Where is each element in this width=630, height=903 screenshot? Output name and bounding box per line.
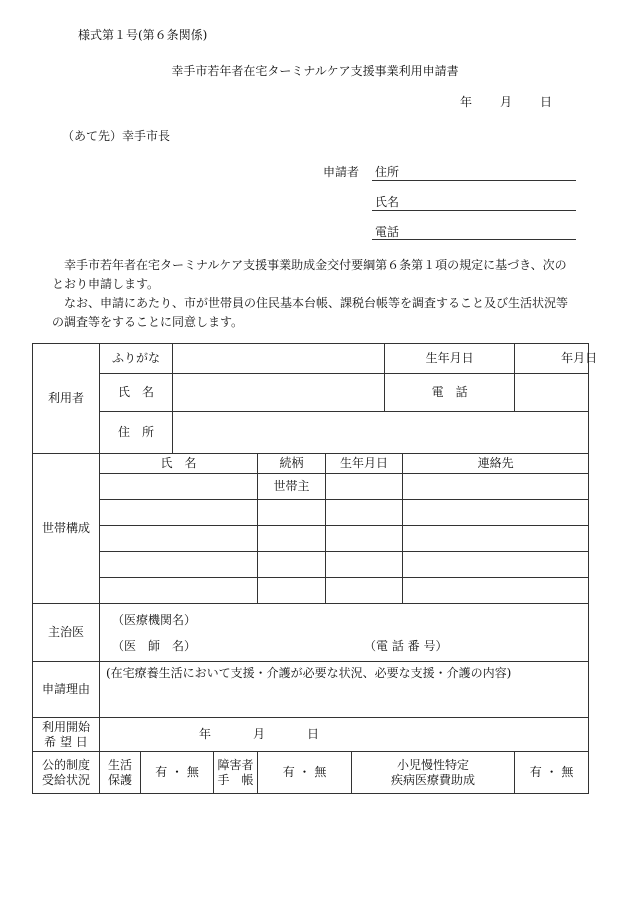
household-contact-cell[interactable]	[403, 526, 589, 552]
household-birthdate-cell[interactable]	[326, 526, 403, 552]
household-relation-cell[interactable]	[258, 578, 326, 604]
reason-header: 申請理由	[33, 662, 100, 718]
public-support-header-line2: 受給状況	[41, 772, 90, 787]
user-phone-field[interactable]	[515, 374, 589, 412]
start-date-header-line2: 希 望 日	[44, 734, 88, 749]
household-name-cell[interactable]	[100, 500, 258, 526]
household-relation-cell[interactable]	[258, 552, 326, 578]
birth-year-label: 年	[561, 351, 574, 365]
disability-choice[interactable]: 有 ・ 無	[258, 752, 352, 794]
furigana-label: ふりがな	[100, 344, 173, 374]
household-col-name: 氏 名	[100, 454, 258, 474]
applicant-name-line[interactable]	[372, 210, 576, 211]
birthdate-label: 生年月日	[385, 344, 515, 374]
household-birthdate-cell[interactable]	[326, 552, 403, 578]
start-date-field[interactable]	[100, 718, 589, 752]
household-relation-cell[interactable]	[258, 526, 326, 552]
household-row	[33, 578, 589, 604]
applicant-address-line[interactable]	[372, 180, 576, 181]
date-day-label: 日	[540, 95, 553, 109]
applicant-address-label: 住所	[375, 165, 400, 179]
date-month-label: 月	[500, 95, 513, 109]
pediatric-label	[352, 752, 515, 794]
start-year-label: 年	[199, 727, 212, 741]
household-birthdate-cell[interactable]	[326, 500, 403, 526]
household-relation-cell[interactable]	[258, 500, 326, 526]
household-name-cell[interactable]	[100, 552, 258, 578]
pediatric-choice[interactable]: 有 ・ 無	[515, 752, 589, 794]
household-col-relation: 続柄	[258, 454, 326, 474]
statement-paragraph-1: 幸手市若年者在宅ターミナルケア支援事業助成金交付要綱第６条第１項の規定に基づき、次のとおり申請します。	[52, 258, 567, 291]
doctor-field[interactable]	[100, 604, 589, 662]
public-support-row	[33, 752, 589, 794]
application-form-table	[32, 343, 598, 794]
user-name-field[interactable]	[173, 374, 385, 412]
doctor-row	[33, 604, 589, 662]
start-month-label: 月	[253, 727, 266, 741]
applicant-label: 申請者	[323, 165, 360, 179]
user-name-label: 氏 名	[100, 374, 173, 412]
household-row	[33, 500, 589, 526]
statement-paragraph-2: なお、申請にあたり、市が世帯員の住民基本台帳、課税台帳等を調査すること及び生活状況等の調査等をすることに同意します。	[52, 296, 569, 329]
pediatric-label-line1: 小児慢性特定	[397, 757, 470, 772]
household-contact-cell[interactable]	[403, 552, 589, 578]
user-address-row	[33, 412, 589, 454]
addressee: （あて先）幸手市長	[62, 129, 171, 143]
household-birthdate-cell[interactable]	[326, 578, 403, 604]
household-contact-cell[interactable]	[403, 474, 589, 500]
form-number: 様式第１号(第６条関係)	[78, 28, 208, 42]
doctor-name-label: （医 師 名）	[112, 638, 197, 653]
household-contact-cell[interactable]	[403, 578, 589, 604]
reason-field[interactable]	[100, 662, 589, 718]
disability-label-line2: 手 帳	[217, 772, 254, 787]
applicant-name-label: 氏名	[375, 195, 400, 209]
public-support-header-line1: 公的制度	[41, 757, 90, 772]
public-support-header	[33, 752, 100, 794]
reason-hint: (在宅療養生活において支援・介護が必要な状況、必要な支援・介護の内容)	[106, 666, 512, 680]
household-relation-cell: 世帯主	[258, 474, 326, 500]
pediatric-label-line2: 疾病医療費助成	[391, 772, 476, 787]
household-col-birthdate: 生年月日	[326, 454, 403, 474]
disability-label	[214, 752, 258, 794]
user-phone-label: 電 話	[385, 374, 515, 412]
household-contact-cell[interactable]	[403, 500, 589, 526]
date-year-label: 年	[460, 95, 473, 109]
disability-label-line1: 障害者	[217, 757, 254, 772]
household-name-cell[interactable]	[100, 474, 258, 500]
user-name-row	[33, 374, 589, 412]
start-date-row	[33, 718, 589, 752]
household-name-cell[interactable]	[100, 578, 258, 604]
birthdate-field[interactable]	[515, 344, 598, 374]
household-header: 世帯構成	[33, 454, 100, 604]
household-birthdate-cell[interactable]	[326, 474, 403, 500]
start-date-header	[33, 718, 100, 752]
applicant-phone-line[interactable]	[372, 239, 576, 240]
welfare-choice[interactable]: 有 ・ 無	[141, 752, 214, 794]
household-header-row	[33, 454, 589, 474]
furigana-field[interactable]	[173, 344, 385, 374]
doctor-institution-label: （医療機関名）	[112, 612, 197, 627]
user-address-field[interactable]	[173, 412, 589, 454]
applicant-phone-label: 電話	[375, 225, 400, 239]
birth-day-label: 日	[585, 351, 598, 365]
household-name-cell[interactable]	[100, 526, 258, 552]
form-title: 幸手市若年者在宅ターミナルケア支援事業利用申請書	[171, 64, 459, 78]
welfare-label	[100, 752, 141, 794]
start-date-header-line1: 利用開始	[41, 719, 90, 734]
doctor-header: 主治医	[33, 604, 100, 662]
household-row	[33, 552, 589, 578]
household-row	[33, 474, 589, 500]
household-row	[33, 526, 589, 552]
doctor-phone-label: （電 話 番 号）	[364, 638, 448, 653]
start-day-label: 日	[307, 727, 320, 741]
reason-row	[33, 662, 589, 718]
user-address-label: 住 所	[100, 412, 173, 454]
birth-month-label: 月	[573, 351, 586, 365]
user-header: 利用者	[33, 344, 100, 454]
welfare-label-line1: 生活	[107, 757, 132, 772]
user-furigana-row	[33, 344, 589, 374]
welfare-label-line2: 保護	[107, 772, 132, 787]
household-col-contact: 連絡先	[403, 454, 589, 474]
